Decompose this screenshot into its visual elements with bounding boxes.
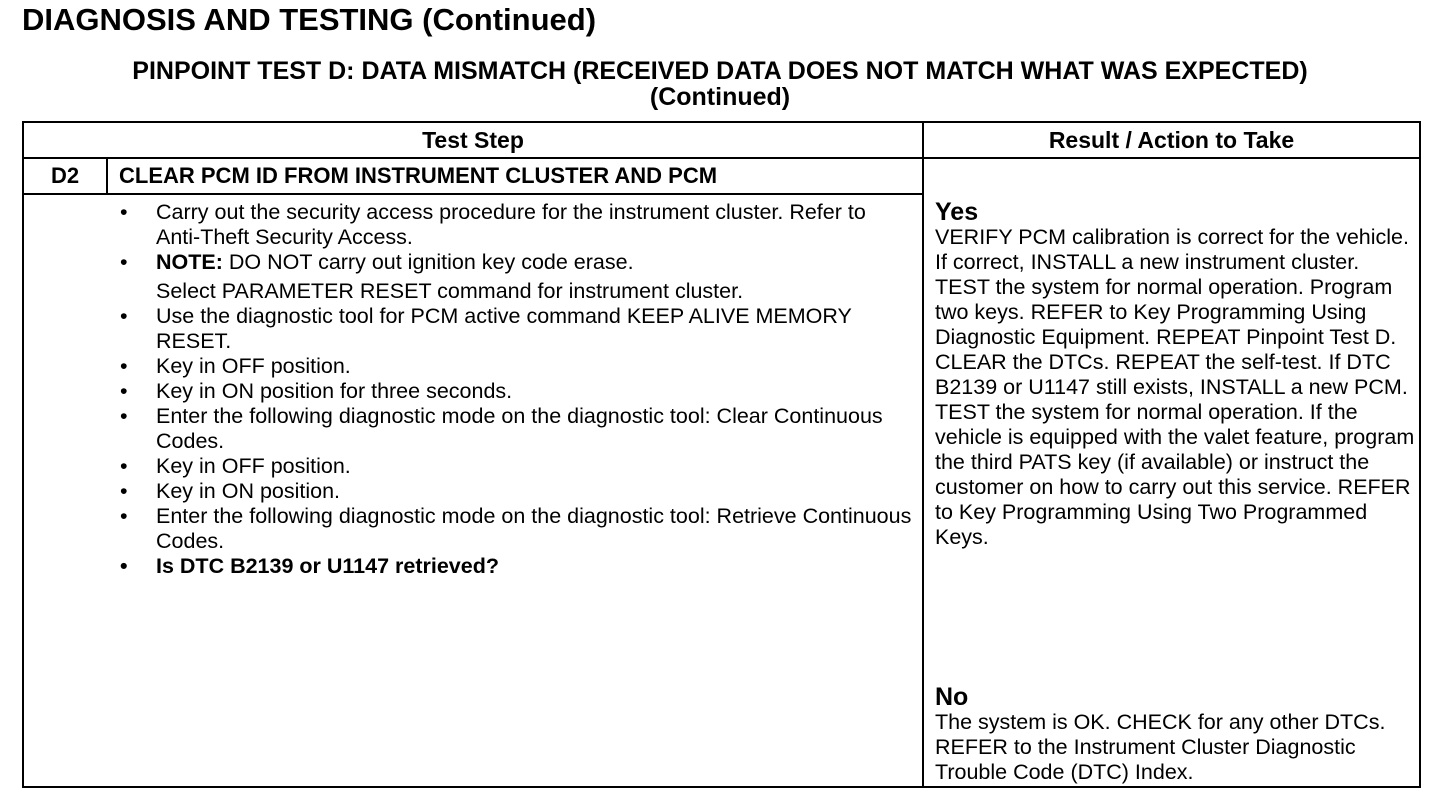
result-yes-text: VERIFY PCM calibration is correct for the vehicle. If correct, INSTALL a new instrument cluster. TEST the system for normal operation. Program two keys. REFER to Key Programming Using Diagnostic Equipment. REPEAT Pinpoint Test D. CLEAR the DTCs. REPEAT the self-test. If DTC B2139 or U1147 still exists, INSTALL a new PCM. TEST the system for normal operation. If the vehicle is equipped with the valet feature, program the third PATS key (if available) or instruct the customer on how to carry out this service. REFER to Key Programming Using Two Programmed Keys. — [935, 225, 1415, 549]
list-item-question: • Is DTC B2139 or U1147 retrieved? — [120, 554, 499, 578]
result-no-label: No — [935, 683, 969, 711]
result-no — [935, 684, 1415, 785]
pinpoint-test-title-line2: (Continued) — [649, 83, 791, 111]
step-title-divider — [24, 193, 922, 195]
pinpoint-test-title-line1: PINPOINT TEST D: DATA MISMATCH (RECEIVED DATA DOES NOT MATCH WHAT WAS EXPECTED) — [132, 57, 1308, 85]
step-id: D2 — [50, 163, 80, 188]
list-item: • Enter the following diagnostic mode on the diagnostic tool: Clear Continuous Codes. — [120, 404, 883, 453]
header-test-step: Test Step — [422, 127, 524, 153]
list-item: • Use the diagnostic tool for PCM active command KEEP ALIVE MEMORY RESET. — [120, 304, 852, 353]
note-label: NOTE: — [156, 250, 223, 274]
column-divider — [922, 123, 924, 786]
step-title: CLEAR PCM ID FROM INSTRUMENT CLUSTER AND PCM — [119, 163, 718, 188]
result-yes-label: Yes — [935, 198, 979, 226]
step-id-divider — [106, 157, 108, 193]
list-item: • Carry out the security access procedure for the instrument cluster. Refer to Anti-Theft Security Access. — [120, 200, 866, 249]
result-yes — [935, 199, 1415, 550]
pinpoint-test-title — [0, 58, 1440, 110]
header-result-action: Result / Action to Take — [1048, 127, 1295, 153]
test-step-table — [22, 121, 1421, 788]
list-item: • Key in OFF position. — [120, 454, 351, 478]
result-no-text: The system is OK. CHECK for any other DTCs. REFER to the Instrument Cluster Diagnostic Trouble Code (DTC) Index. — [935, 710, 1386, 784]
step-instructions — [112, 200, 912, 579]
list-item: • Enter the following diagnostic mode on the diagnostic tool: Retrieve Continuous Codes. — [120, 504, 912, 553]
list-item: • NOTE: DO NOT carry out ignition key code erase. — [120, 250, 634, 274]
list-item: • Key in ON position for three seconds. — [120, 379, 513, 403]
list-item: • Key in OFF position. — [120, 354, 351, 378]
list-item-continuation: Select PARAMETER RESET command for instrument cluster. — [156, 279, 744, 303]
page-title: DIAGNOSIS AND TESTING (Continued) — [22, 2, 597, 37]
list-item: • Key in ON position. — [120, 479, 341, 503]
